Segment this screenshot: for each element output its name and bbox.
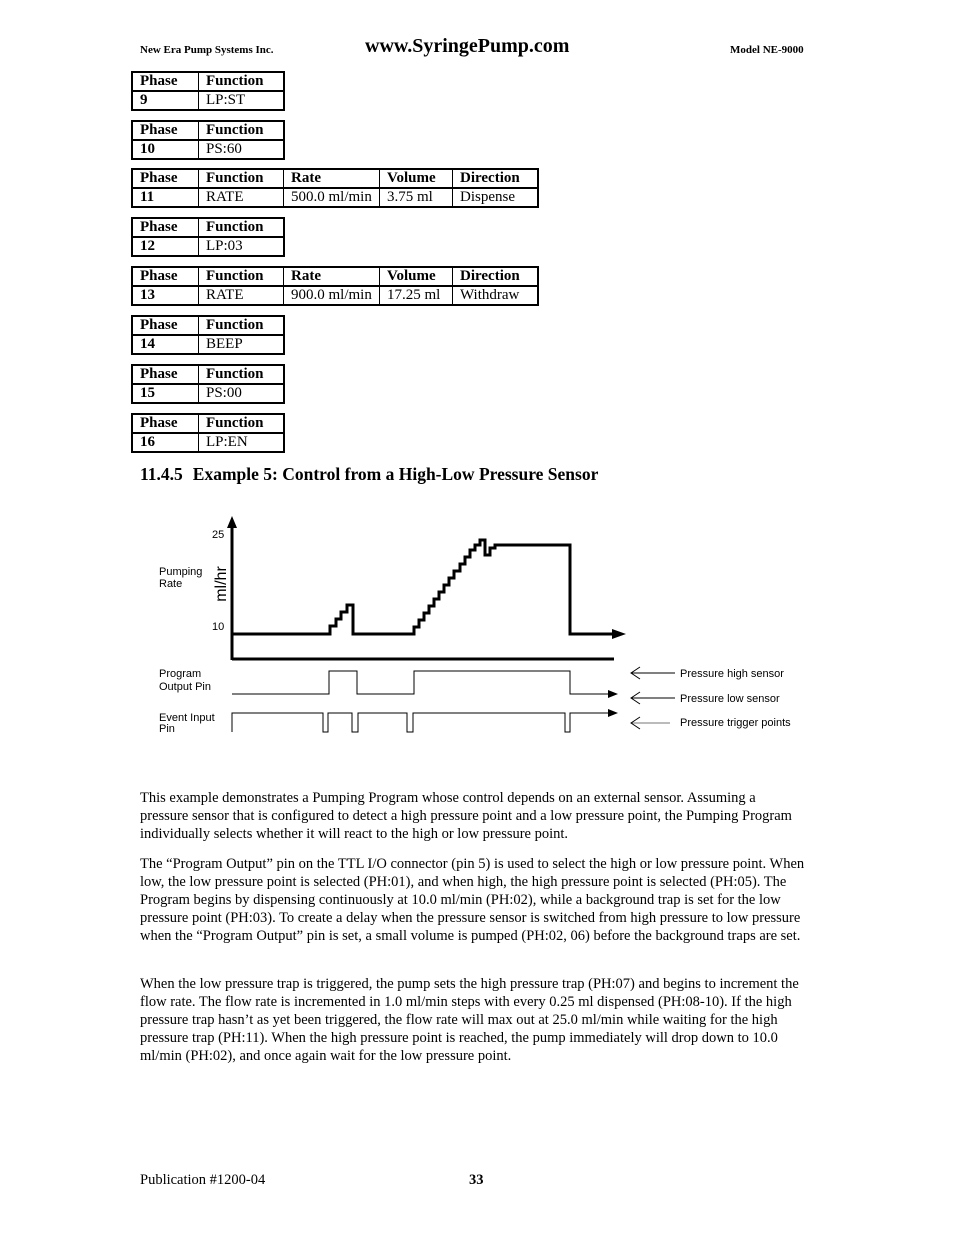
table-cell: Withdraw xyxy=(453,286,539,305)
table-cell: 3.75 ml xyxy=(380,188,453,207)
legend-trigger-arrow-icon xyxy=(631,717,670,729)
table-cell: LP:03 xyxy=(199,237,285,256)
table-header: Rate xyxy=(284,267,380,286)
table-cell: 12 xyxy=(132,237,199,256)
table-header: Function xyxy=(199,72,285,91)
legend-pressure-trigger: Pressure trigger points xyxy=(680,717,791,729)
y-tick-25: 25 xyxy=(212,529,225,541)
program-output-label-1: Program xyxy=(159,668,202,680)
pumping-rate-waveform xyxy=(232,540,612,634)
phase-table-9 xyxy=(131,71,285,111)
phase-table-12 xyxy=(131,217,285,257)
y-axis-arrow xyxy=(227,516,237,528)
table-header: Function xyxy=(199,414,285,433)
y-tick-10: 10 xyxy=(212,621,225,633)
table-header: Function xyxy=(199,218,285,237)
table-header: Rate xyxy=(284,169,380,188)
pumping-rate-label-2: Rate xyxy=(159,578,183,590)
table-header: Volume xyxy=(380,169,453,188)
table-cell: 13 xyxy=(132,286,199,305)
table-header: Phase xyxy=(132,169,199,188)
table-header: Phase xyxy=(132,267,199,286)
table-header: Function xyxy=(199,169,284,188)
table-header: Direction xyxy=(453,169,539,188)
phase-table-11 xyxy=(131,168,539,208)
table-header: Phase xyxy=(132,121,199,140)
table-cell: 16 xyxy=(132,433,199,452)
website-title: www.SyringePump.com xyxy=(365,35,570,57)
company-name: New Era Pump Systems Inc. xyxy=(140,44,274,56)
table-header: Volume xyxy=(380,267,453,286)
table-cell: 11 xyxy=(132,188,199,207)
table-cell: LP:ST xyxy=(199,91,285,110)
legend-high-arrow-icon xyxy=(631,667,675,679)
table-header: Phase xyxy=(132,218,199,237)
event-input-label-1: Event Input xyxy=(159,712,215,724)
pressure-sensor-timing-diagram xyxy=(150,510,810,740)
table-header: Phase xyxy=(132,365,199,384)
pumping-rate-label-1: Pumping xyxy=(159,566,203,578)
table-header: Phase xyxy=(132,72,199,91)
model-number: Model NE-9000 xyxy=(730,44,804,56)
legend-pressure-low: Pressure low sensor xyxy=(680,693,780,705)
table-cell: 14 xyxy=(132,335,199,354)
paragraph-1: This example demonstrates a Pumping Program whose control depends on an external sensor. Assuming a pressure sensor that is configured to detect a high pressure point and a low pressure point, the Pumping Program individually selects whether it will react to the high or low pressure point. xyxy=(140,790,792,842)
table-cell: PS:00 xyxy=(199,384,285,403)
table-cell: LP:EN xyxy=(199,433,285,452)
output-arrowhead xyxy=(608,690,618,698)
rate-arrowhead xyxy=(612,629,626,639)
publication-number: Publication #1200-04 xyxy=(140,1172,266,1188)
table-cell: RATE xyxy=(199,286,284,305)
table-header: Function xyxy=(199,267,284,286)
event-input-label-2: Pin xyxy=(159,723,175,735)
event-input-waveform xyxy=(232,713,612,732)
table-header: Function xyxy=(199,121,285,140)
phase-table-14 xyxy=(131,315,285,355)
table-header: Direction xyxy=(453,267,539,286)
table-header: Function xyxy=(199,365,285,384)
table-cell: 10 xyxy=(132,140,199,159)
program-output-waveform xyxy=(232,671,612,694)
table-cell: BEEP xyxy=(199,335,285,354)
section-heading xyxy=(140,464,598,485)
table-cell: PS:60 xyxy=(199,140,285,159)
legend-pressure-high: Pressure high sensor xyxy=(680,668,784,680)
y-axis-unit: ml/hr xyxy=(213,566,230,602)
table-header: Phase xyxy=(132,316,199,335)
table-cell: RATE xyxy=(199,188,284,207)
table-header: Phase xyxy=(132,414,199,433)
phase-table-15 xyxy=(131,364,285,404)
legend-low-arrow-icon xyxy=(631,692,675,704)
table-header: Function xyxy=(199,316,285,335)
paragraph-3: When the low pressure trap is triggered, the pump sets the high pressure trap (PH:07) and begins to increment the flow rate. The flow rate is incremented in 1.0 ml/min steps with every 0.25 ml dispensed (PH:08-10). If the high pressure trap hasn’t as yet been triggered, the flow rate will max out at 25.0 ml/min while waiting for the high pressure trap (PH:11). When the high pressure point is reached, the pump immediately will drop down to 10.0 ml/min (PH:02), and once again wait for the low pressure point. xyxy=(140,976,799,1064)
section-number: 11.4.5 xyxy=(140,464,183,484)
table-cell: 900.0 ml/min xyxy=(284,286,380,305)
table-cell: 17.25 ml xyxy=(380,286,453,305)
table-cell: 9 xyxy=(132,91,199,110)
table-cell: 15 xyxy=(132,384,199,403)
program-output-label-2: Output Pin xyxy=(159,681,211,693)
table-cell: Dispense xyxy=(453,188,539,207)
page-number: 33 xyxy=(469,1172,484,1188)
phase-table-16 xyxy=(131,413,285,453)
paragraph-2: The “Program Output” pin on the TTL I/O connector (pin 5) is used to select the high or low pressure point. When low, the low pressure point is selected (PH:01), and when high, the high pressure point is selected (PH:05). The Program begins by dispensing continuously at 10.0 ml/min (PH:02), while a background trap is set for the low pressure point (PH:03). To create a delay when the pressure sensor is switched from high pressure to low pressure when the “Program Output” pin is set, a small volume is pumped (PH:02, 06) before the background traps are set. xyxy=(140,856,805,944)
table-cell: 500.0 ml/min xyxy=(284,188,380,207)
phase-table-13 xyxy=(131,266,539,306)
event-arrowhead xyxy=(608,709,618,717)
section-title: Example 5: Control from a High-Low Pressure Sensor xyxy=(192,464,599,484)
phase-table-10 xyxy=(131,120,285,160)
